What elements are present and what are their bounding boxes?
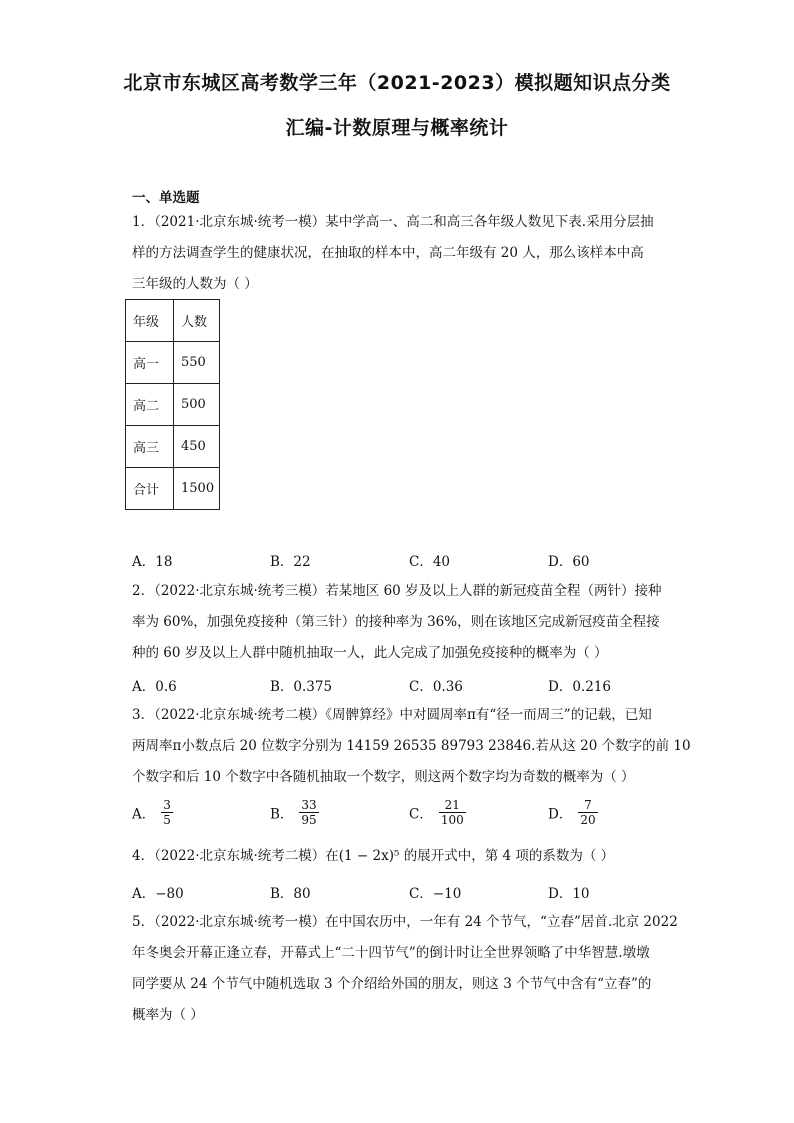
- table-cell: 高一: [126, 342, 174, 384]
- fraction-numerator: 3: [163, 798, 171, 812]
- q5-text-line-2: 年冬奥会开幕正逢立春，开幕式上“二十四节气”的倒计时让全世界领略了中华智慧.墩墩: [132, 945, 650, 961]
- table-cell: 1500: [174, 468, 220, 510]
- q2-options: [132, 675, 692, 695]
- option-label: A．: [132, 806, 156, 823]
- q5-text-line-3: 同学要从 24 个节气中随机选取 3 个介绍给外国的朋友，则这 3 个节气中含有“立春”的: [132, 976, 652, 992]
- q1-option-a: A．18: [132, 554, 173, 570]
- q2-option-d: D．0.216: [548, 679, 611, 695]
- q1-option-d: D．60: [548, 554, 590, 570]
- table-row: [126, 426, 220, 468]
- fraction-numerator: 33: [301, 798, 317, 812]
- table-row: [126, 468, 220, 510]
- table-header-cell: 年级: [126, 300, 174, 342]
- q2-option-c: C．0.36: [409, 679, 463, 695]
- fraction: [299, 798, 318, 827]
- table-cell: 高三: [126, 426, 174, 468]
- grade-table: [125, 299, 220, 510]
- q2-option-a: A．0.6: [132, 679, 177, 695]
- q4-option-b: B．80: [270, 886, 311, 902]
- q3-text-line-3: 个数字和后 10 个数字中各随机抽取一个数字，则这两个数字均为奇数的概率为（ ）: [132, 769, 635, 785]
- document-title-line-1: 北京市东城区高考数学三年（2021-2023）模拟题知识点分类: [123, 72, 671, 94]
- table-row: [126, 384, 220, 426]
- q4-text-line: 4．（2022·北京东城·统考二模）在(1 − 2x)⁵ 的展开式中，第 4 项的系数为（ ）: [132, 848, 615, 864]
- q3-option-c: [409, 798, 466, 827]
- table-row: [126, 342, 220, 384]
- q4-option-d: D．10: [548, 886, 590, 902]
- q1-text-line-1: 1．（2021·北京东城·统考一模）某中学高一、高二和高三各年级人数见下表.采用分层抽: [132, 214, 654, 230]
- fraction-numerator: 7: [578, 798, 597, 813]
- section-heading: 一、单选题: [132, 190, 200, 206]
- q4-option-c: C．−10: [409, 886, 462, 902]
- option-label: C．: [409, 806, 433, 823]
- q2-text-line-3: 种的 60 岁及以上人群中随机抽取一人，此人完成了加强免疫接种的概率为（ ）: [132, 645, 608, 661]
- q1-option-c: C．40: [409, 554, 451, 570]
- fraction: [439, 798, 466, 827]
- table-cell: 高二: [126, 384, 174, 426]
- q3-option-b: [270, 798, 319, 827]
- q3-option-a: [132, 798, 173, 827]
- q4-option-a: A．−80: [132, 886, 184, 902]
- q1-text-line-3: 三年级的人数为（ ）: [132, 276, 258, 292]
- fraction: [578, 798, 597, 827]
- q1-option-b: B．22: [270, 554, 311, 570]
- fraction: [161, 798, 173, 827]
- fraction-denominator: 5: [163, 813, 171, 827]
- q2-option-b: B．0.375: [270, 679, 333, 695]
- q2-text-line-1: 2．（2022·北京东城·统考三模）若某地区 60 岁及以上人群的新冠疫苗全程（两针）接种: [132, 583, 662, 599]
- q4-options: [132, 882, 692, 902]
- q1-text-line-2: 样的方法调查学生的健康状况，在抽取的样本中，高二年级有 20 人，那么该样本中高: [132, 245, 644, 261]
- option-label: D．: [548, 806, 573, 823]
- q1-options: [132, 550, 692, 570]
- q3-text-line-1: 3．（2022·北京东城·统考二模）《周髀算经》中对圆周率π有“径一而周三”的记载，已知: [132, 707, 652, 723]
- table-header-cell: 人数: [174, 300, 220, 342]
- table-cell: 450: [174, 426, 220, 468]
- table-cell: 合计: [126, 468, 174, 510]
- document-title-line-2: 汇编-计数原理与概率统计: [285, 117, 509, 139]
- q3-text-line-2: 两周率π小数点后 20 位数字分别为 14159 26535 89793 23846.若从这 20 个数字的前 10: [132, 738, 691, 754]
- fraction-numerator: 21: [439, 798, 466, 813]
- q2-text-line-2: 率为 60%，加强免疫接种（第三针）的接种率为 36%，则在该地区完成新冠疫苗全程接: [132, 614, 660, 630]
- fraction-denominator: 20: [580, 813, 596, 827]
- fraction-denominator: 100: [440, 813, 464, 827]
- fraction-denominator: 95: [301, 813, 317, 827]
- q3-option-d: [548, 798, 598, 827]
- table-cell: 500: [174, 384, 220, 426]
- q3-options: [132, 798, 692, 832]
- q5-text-line-1: 5．（2022·北京东城·统考一模）在中国农历中，一年有 24 个节气，“立春”居首.北京 2022: [132, 914, 678, 930]
- table-cell: 550: [174, 342, 220, 384]
- table-header-row: [126, 300, 220, 342]
- q5-text-line-4: 概率为（ ）: [132, 1007, 204, 1023]
- option-label: B．: [270, 806, 294, 823]
